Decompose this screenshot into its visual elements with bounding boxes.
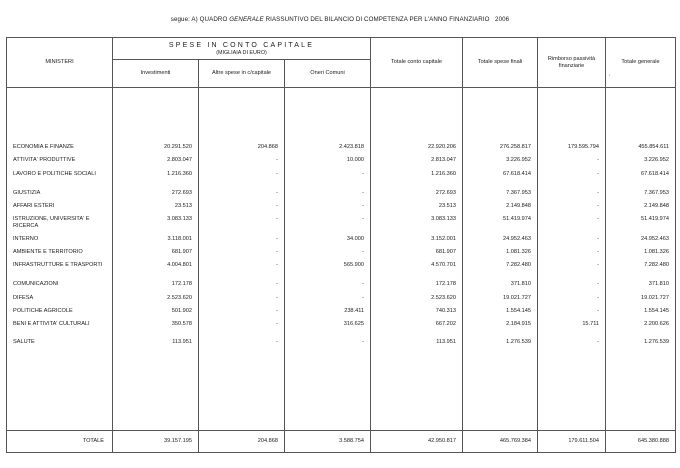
row-value-altre: - — [276, 321, 278, 328]
row-value-tot_gen: 371.810 — [648, 281, 670, 288]
row-value-tot_gen: 1.276.539 — [644, 338, 670, 345]
row-value-tot_gen: 3.226.952 — [644, 157, 670, 164]
row-value-tot_gen: 67.618.414 — [641, 170, 670, 177]
row-value-altre: - — [276, 281, 278, 288]
ministry-name: SALUTE — [13, 338, 35, 345]
row-value-tot_fin: 1.276.539 — [506, 338, 532, 345]
total-totale-generale: 645.380.888 — [606, 431, 676, 453]
header-spese-title: SPESE IN CONTO CAPITALE — [168, 41, 315, 49]
row-value-rimb: - — [597, 262, 600, 269]
row-value-altre: - — [276, 189, 278, 196]
row-value-tot_gen: 2.200.626 — [644, 321, 670, 328]
row-value-inv: 681.907 — [171, 248, 192, 255]
ministry-name: AMBIENTE E TERRITORIO — [13, 248, 83, 255]
total-label: TOTALE — [7, 431, 113, 453]
row-value-altre: - — [276, 262, 278, 269]
totale-spese-finali-column — [463, 88, 538, 431]
row-value-tot_fin: 276.258.817 — [499, 144, 532, 150]
row-value-tot_fin: 7.282.480 — [506, 262, 532, 269]
row-value-inv: 113.951 — [172, 338, 192, 345]
totale-conto-capitale-column — [371, 88, 463, 431]
ministry-name: GIUSTIZIA — [13, 189, 41, 196]
header-oneri-comuni: Oneri Comuni — [285, 60, 371, 88]
row-value-tot_cap: 2.813.047 — [431, 157, 457, 164]
row-value-rimb: - — [597, 281, 600, 288]
header-migliaia: (MIGLIAIA DI EURO) — [216, 49, 267, 56]
row-value-inv: 3.083.133 — [167, 216, 192, 223]
row-value-tot_fin: 7.367.953 — [506, 189, 532, 196]
oneri-comuni-column — [285, 88, 371, 431]
ministries-column — [7, 88, 113, 431]
row-value-oneri: - — [362, 203, 365, 210]
total-oneri-comuni: 3.588.754 — [285, 431, 371, 453]
ministry-name: POLITICHE AGRICOLE — [13, 307, 73, 314]
row-value-oneri: - — [362, 338, 365, 345]
header-totale-spese-finali: Totale spese finali — [463, 38, 538, 88]
row-value-tot_gen: 455.854.611 — [638, 144, 670, 150]
ministry-name: ISTRUZIONE, UNIVERSITA' E RICERCA — [13, 216, 90, 229]
row-value-tot_gen: 1.554.145 — [644, 307, 670, 314]
header-investimenti: Investimenti — [113, 60, 199, 88]
title-prefix: segue: A) QUADRO — [170, 16, 228, 23]
row-value-altre: - — [276, 157, 278, 164]
row-value-oneri: - — [362, 170, 365, 177]
ministry-name: INTERNO — [13, 235, 39, 242]
row-value-tot_cap: 22.920.206 — [428, 144, 457, 150]
header-altre-spese: Altre spese in c/capitale — [199, 60, 285, 88]
header-totale-generale: Totale generale — [606, 38, 676, 88]
row-value-tot_cap: 3.083.133 — [431, 216, 457, 223]
row-value-inv: 350.578 — [171, 321, 192, 328]
row-value-inv: 2.523.620 — [167, 294, 192, 301]
ministry-name: INFRASTRUTTURE E TRASPORTI — [13, 262, 103, 269]
row-value-tot_fin: 67.618.414 — [503, 170, 532, 177]
row-value-tot_cap: 272.693 — [435, 189, 457, 196]
row-value-rimb: - — [597, 170, 600, 177]
ministry-name: AFFARI ESTERI — [13, 203, 55, 210]
ministry-name: DIFESA — [13, 294, 34, 301]
row-value-oneri: 565.900 — [343, 262, 365, 269]
row-value-rimb: - — [597, 235, 600, 242]
row-value-tot_fin: 1.554.145 — [506, 307, 532, 314]
row-value-oneri: 10.000 — [346, 157, 365, 164]
row-value-inv: 501.902 — [171, 307, 192, 314]
ministry-name: ECONOMIA E FINANZE — [13, 144, 74, 150]
total-altre-spese: 204.868 — [199, 431, 285, 453]
row-value-altre: - — [276, 338, 278, 345]
row-value-tot_fin: 19.021.727 — [503, 294, 532, 301]
row-value-altre: 204.868 — [257, 144, 278, 150]
row-value-rimb: - — [597, 216, 600, 223]
row-value-rimb: - — [597, 203, 600, 210]
row-value-inv: 2.803.047 — [167, 157, 192, 164]
row-value-inv: 4.004.801 — [167, 262, 192, 269]
row-value-oneri: - — [362, 281, 365, 288]
row-value-tot_fin: 371.810 — [510, 281, 532, 288]
row-value-tot_gen: 7.282.480 — [644, 262, 670, 269]
row-value-tot_fin: 2.149.848 — [506, 203, 532, 210]
row-value-oneri: 2.423.818 — [339, 144, 365, 150]
row-value-altre: - — [276, 235, 278, 242]
ministry-name: ATTIVITA' PRODUTTIVE — [13, 157, 76, 164]
row-value-tot_cap: 681.907 — [435, 248, 457, 255]
row-value-rimb: - — [597, 157, 600, 164]
title-italic: GENERALE — [229, 16, 264, 23]
row-value-altre: - — [276, 248, 278, 255]
row-value-tot_fin: 3.226.952 — [506, 157, 532, 164]
row-value-tot_fin: 2.184.915 — [506, 321, 532, 328]
ministry-name: LAVORO E POLITICHE SOCIALI — [13, 170, 96, 177]
row-value-tot_fin: 1.081.326 — [506, 248, 532, 255]
row-value-oneri: - — [362, 216, 365, 223]
row-value-tot_cap: 740.313 — [435, 307, 457, 314]
ministry-name: COMUNICAZIONI — [13, 281, 59, 288]
budget-table — [6, 37, 676, 453]
row-value-oneri: - — [362, 294, 365, 301]
row-value-tot_gen: 19.021.727 — [641, 294, 670, 301]
totale-generale-column — [606, 88, 676, 431]
row-value-tot_cap: 667.202 — [435, 321, 457, 328]
row-value-rimb: - — [597, 338, 600, 345]
row-value-inv: 172.178 — [171, 281, 192, 288]
row-value-tot_gen: 1.081.326 — [644, 248, 670, 255]
altre-spese-column — [199, 88, 285, 431]
rimborso-column — [538, 88, 606, 431]
row-value-inv: 3.118.001 — [167, 235, 192, 242]
row-value-inv: 1.216.360 — [167, 170, 192, 177]
row-value-tot_fin: 51.419.974 — [503, 216, 532, 223]
row-value-rimb: - — [597, 307, 600, 314]
row-value-oneri: 316.625 — [343, 321, 365, 328]
row-value-tot_gen: 2.149.848 — [644, 203, 670, 210]
row-value-inv: 23.513 — [174, 203, 192, 210]
row-value-inv: 20.291.520 — [164, 144, 192, 150]
row-value-oneri: 238.411 — [344, 307, 365, 314]
row-value-rimb: - — [597, 189, 600, 196]
page-title — [0, 16, 680, 23]
investimenti-column — [113, 88, 199, 431]
row-value-rimb: - — [597, 294, 600, 301]
total-rimborso: 179.611.504 — [538, 431, 606, 453]
row-value-oneri: 34.000 — [346, 235, 365, 242]
row-value-rimb: - — [597, 248, 600, 255]
row-value-altre: - — [276, 307, 278, 314]
header-spese-capitale — [113, 38, 371, 60]
row-value-oneri: - — [362, 248, 365, 255]
row-value-tot_gen: 7.367.953 — [644, 189, 670, 196]
header-rimborso: Rimborso passività finanziarie — [538, 38, 606, 88]
row-value-tot_cap: 23.513 — [438, 203, 457, 210]
row-value-tot_gen: 24.952.463 — [641, 235, 670, 242]
header-totale-conto-capitale: Totale conto capitale — [371, 38, 463, 88]
row-value-altre: - — [276, 294, 278, 301]
row-value-rimb: 179.595.794 — [567, 144, 600, 150]
total-totale-spese-finali: 465.769.384 — [463, 431, 538, 453]
row-value-tot_cap: 113.951 — [436, 338, 457, 345]
row-value-tot_fin: 24.952.463 — [503, 235, 532, 242]
row-value-altre: - — [276, 170, 278, 177]
row-value-rimb: 15.711 — [582, 321, 600, 328]
row-value-tot_cap: 172.178 — [435, 281, 457, 288]
total-totale-conto-capitale: 42.950.817 — [371, 431, 463, 453]
row-value-altre: - — [276, 203, 278, 210]
total-investimenti: 39.157.195 — [113, 431, 199, 453]
row-value-altre: - — [276, 216, 278, 223]
title-year: 2006 — [495, 16, 510, 23]
row-value-tot_cap: 4.570.701 — [431, 262, 457, 269]
row-value-tot_gen: 51.419.974 — [641, 216, 670, 223]
row-value-tot_cap: 2.523.620 — [431, 294, 457, 301]
row-value-tot_cap: 1.216.360 — [431, 170, 457, 177]
tick-mark: ' — [609, 75, 611, 81]
title-suffix: RIASSUNTIVO DEL BILANCIO DI COMPETENZA PER L'ANNO FINANZIARIO — [265, 16, 490, 23]
header-ministeri: MINISTERI — [7, 38, 113, 88]
row-value-inv: 272.693 — [171, 189, 192, 196]
row-value-tot_cap: 3.152.001 — [431, 235, 457, 242]
ministry-name: BENI E ATTIVITA' CULTURALI — [13, 321, 90, 328]
row-value-oneri: - — [362, 189, 365, 196]
